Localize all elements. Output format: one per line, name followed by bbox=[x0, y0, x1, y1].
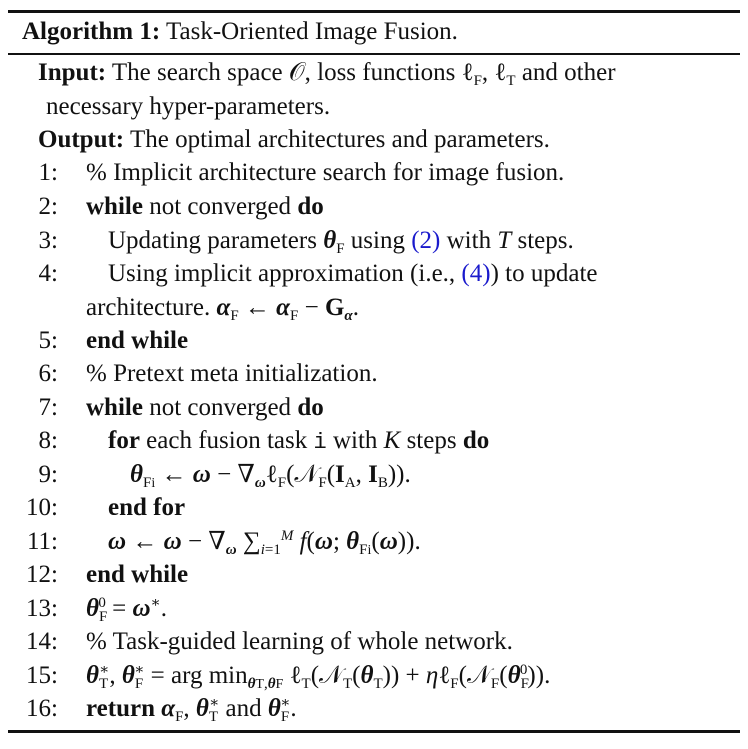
mid-rule bbox=[8, 53, 740, 55]
algorithm-label: Algorithm 1: bbox=[22, 18, 161, 45]
keyword-do: do bbox=[462, 427, 490, 454]
equation-ref-2[interactable]: (2) bbox=[411, 227, 441, 254]
algo-line-12 bbox=[8, 558, 740, 592]
input-text-cont: necessary hyper-parameters. bbox=[46, 93, 331, 120]
equation: $\theta_{Fi}$ ← $\omega - \nabla_\omega\ell_F(𝒩_F(I_A$, $I_B$)). bbox=[130, 461, 411, 491]
comment: % Pretext meta initialization. bbox=[86, 360, 378, 387]
algo-line-11 bbox=[8, 525, 740, 559]
comment: % Implicit architecture search for image fusion. bbox=[86, 159, 565, 186]
equation: ω ← $\omega - \nabla_\omega$ $\sum_{i=1}^M$ f(ω; $\theta_{Fi}(\omega)$). bbox=[108, 528, 421, 558]
output-line bbox=[8, 123, 740, 157]
comment: % Task-guided learning of whole network. bbox=[86, 628, 513, 655]
algo-line-10 bbox=[8, 491, 740, 525]
line-number: 11: bbox=[26, 528, 58, 555]
line-number: 2: bbox=[38, 193, 58, 220]
keyword-do: do bbox=[297, 394, 324, 421]
keyword-for: for bbox=[108, 427, 140, 454]
input-label: Input: bbox=[38, 59, 107, 86]
line-number: 7: bbox=[38, 394, 58, 421]
equation-ref-4[interactable]: (4) bbox=[461, 260, 491, 287]
algo-line-13 bbox=[8, 592, 740, 626]
line-number: 13: bbox=[26, 595, 58, 622]
algo-line-14 bbox=[8, 625, 740, 659]
equation: $\theta_T^∗$, $\theta_F^∗$ = arg $\min_{\theta T,\theta F}$ $\ell_T(𝒩_T(\theta_T))$ + $\eta\ell_F(𝒩_F(\theta_F^0))$. bbox=[86, 662, 551, 692]
input-line-cont bbox=[8, 90, 740, 124]
keyword-end-while: end while bbox=[86, 327, 189, 354]
line-number: 15: bbox=[26, 662, 58, 689]
keyword-end-for: end for bbox=[108, 494, 186, 521]
line-number: 9: bbox=[38, 461, 58, 488]
algo-line-8: 8: for each fusion task i with K steps do bbox=[8, 424, 740, 458]
algo-line-3: 3: Updating parameters $\theta_F$ using (2) with T steps. bbox=[8, 224, 740, 258]
line-number: 10: bbox=[26, 494, 58, 521]
algo-line-1 bbox=[8, 156, 740, 190]
line-number: 3: bbox=[38, 227, 58, 254]
keyword-do: do bbox=[297, 193, 324, 220]
output-text: The optimal architectures and parameters. bbox=[129, 126, 550, 153]
algo-line-6 bbox=[8, 357, 740, 391]
line-number: 8: bbox=[38, 427, 58, 454]
algorithm-title bbox=[22, 17, 458, 47]
algo-line-2: 2: while not converged do bbox=[8, 190, 740, 224]
algorithm-name: Task-Oriented Image Fusion. bbox=[165, 18, 458, 45]
line-number: 4: bbox=[38, 260, 58, 287]
line-number: 6: bbox=[38, 360, 58, 387]
algo-line-7: 7: while not converged do bbox=[8, 391, 740, 425]
equation: $\theta_F^0 = \omega^∗$. bbox=[86, 595, 167, 625]
keyword-while: while bbox=[86, 394, 143, 421]
line-number: 12: bbox=[26, 561, 58, 588]
keyword-while: while bbox=[86, 193, 143, 220]
keyword-return: return bbox=[86, 695, 155, 722]
algorithm-box bbox=[8, 10, 740, 734]
line-number: 14: bbox=[26, 628, 58, 655]
algo-line-4-cont: architecture. $\alpha_F$ ← $\alpha_F - G_\alpha$. bbox=[86, 294, 359, 324]
line-number: 5: bbox=[38, 327, 58, 354]
input-text: The search space 𝒪, loss functions ℓ$_F$, ℓ$_T$ and other bbox=[111, 59, 616, 89]
algo-line-15 bbox=[8, 659, 740, 693]
line-number: 16: bbox=[26, 695, 58, 722]
bottom-rule bbox=[8, 730, 740, 733]
algo-line-9 bbox=[8, 458, 740, 492]
top-rule bbox=[8, 10, 740, 13]
algo-line-4: 4: Using implicit approximation (i.e., (4)) to update bbox=[8, 257, 740, 291]
keyword-end-while: end while bbox=[86, 561, 189, 588]
algo-line-16: 16: return $\alpha_F$, $\theta_T^∗$ and $\theta_F^∗$. bbox=[8, 692, 740, 726]
input-line bbox=[8, 56, 740, 90]
algo-line-5 bbox=[8, 324, 740, 358]
output-label: Output: bbox=[38, 126, 125, 153]
line-number: 1: bbox=[38, 159, 58, 186]
